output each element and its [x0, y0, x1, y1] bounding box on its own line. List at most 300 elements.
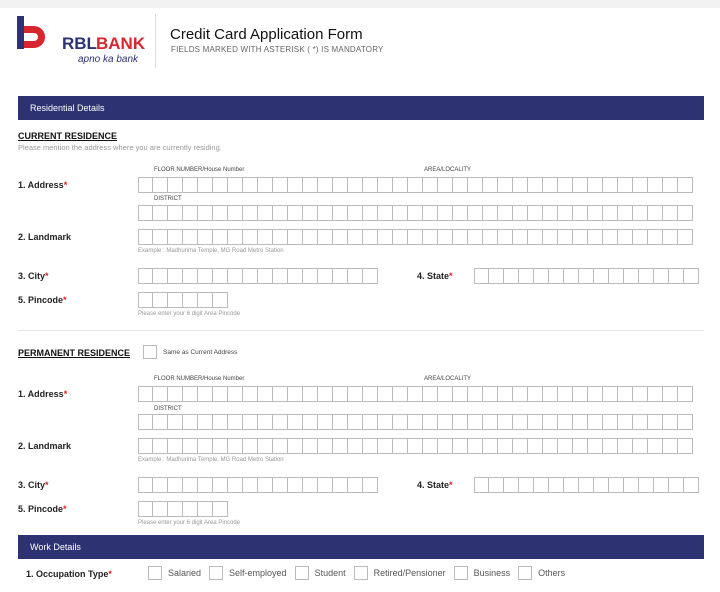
character-box[interactable] — [333, 205, 348, 221]
character-box[interactable] — [423, 386, 438, 402]
character-box[interactable] — [423, 229, 438, 245]
character-box[interactable] — [168, 501, 183, 517]
character-box[interactable] — [483, 438, 498, 454]
character-box[interactable] — [333, 438, 348, 454]
character-box[interactable] — [198, 438, 213, 454]
character-box[interactable] — [153, 229, 168, 245]
character-box[interactable] — [198, 501, 213, 517]
character-box[interactable] — [498, 205, 513, 221]
character-box[interactable] — [504, 268, 519, 284]
permanent-pincode-input[interactable] — [138, 501, 228, 517]
current-district-input[interactable] — [138, 205, 693, 221]
character-box[interactable] — [168, 268, 183, 284]
occupation-option-student[interactable] — [295, 566, 346, 580]
character-box[interactable] — [243, 438, 258, 454]
character-box[interactable] — [573, 205, 588, 221]
character-box[interactable] — [228, 477, 243, 493]
character-box[interactable] — [453, 229, 468, 245]
character-box[interactable] — [183, 386, 198, 402]
character-box[interactable] — [423, 177, 438, 193]
permanent-state-input[interactable] — [474, 477, 699, 493]
character-box[interactable] — [513, 205, 528, 221]
character-box[interactable] — [594, 268, 609, 284]
character-box[interactable] — [303, 229, 318, 245]
character-box[interactable] — [393, 438, 408, 454]
character-box[interactable] — [618, 177, 633, 193]
character-box[interactable] — [624, 477, 639, 493]
character-box[interactable] — [153, 205, 168, 221]
character-box[interactable] — [153, 438, 168, 454]
character-box[interactable] — [603, 177, 618, 193]
character-box[interactable] — [138, 501, 153, 517]
character-box[interactable] — [594, 477, 609, 493]
character-box[interactable] — [363, 414, 378, 430]
character-box[interactable] — [558, 229, 573, 245]
character-box[interactable] — [603, 205, 618, 221]
character-box[interactable] — [513, 229, 528, 245]
character-box[interactable] — [198, 386, 213, 402]
character-box[interactable] — [648, 438, 663, 454]
character-box[interactable] — [573, 229, 588, 245]
character-box[interactable] — [183, 414, 198, 430]
character-box[interactable] — [198, 477, 213, 493]
character-box[interactable] — [423, 438, 438, 454]
character-box[interactable] — [258, 205, 273, 221]
character-box[interactable] — [363, 438, 378, 454]
character-box[interactable] — [684, 477, 699, 493]
character-box[interactable] — [288, 229, 303, 245]
character-box[interactable] — [288, 177, 303, 193]
occupation-option-self-employed[interactable] — [209, 566, 287, 580]
current-state-input[interactable] — [474, 268, 699, 284]
character-box[interactable] — [633, 438, 648, 454]
occupation-option-others[interactable] — [518, 566, 565, 580]
character-box[interactable] — [213, 177, 228, 193]
character-box[interactable] — [603, 414, 618, 430]
character-box[interactable] — [258, 477, 273, 493]
character-box[interactable] — [543, 229, 558, 245]
character-box[interactable] — [408, 229, 423, 245]
occupation-option-salaried[interactable] — [148, 566, 201, 580]
character-box[interactable] — [663, 438, 678, 454]
character-box[interactable] — [318, 229, 333, 245]
character-box[interactable] — [213, 268, 228, 284]
character-box[interactable] — [453, 438, 468, 454]
character-box[interactable] — [348, 205, 363, 221]
character-box[interactable] — [198, 268, 213, 284]
character-box[interactable] — [153, 177, 168, 193]
character-box[interactable] — [468, 229, 483, 245]
current-landmark-input[interactable] — [138, 229, 693, 245]
same-as-current-checkbox[interactable] — [143, 345, 237, 359]
character-box[interactable] — [528, 229, 543, 245]
character-box[interactable] — [183, 438, 198, 454]
character-box[interactable] — [273, 414, 288, 430]
character-box[interactable] — [438, 205, 453, 221]
character-box[interactable] — [333, 229, 348, 245]
character-box[interactable] — [579, 268, 594, 284]
character-box[interactable] — [183, 205, 198, 221]
character-box[interactable] — [588, 177, 603, 193]
character-box[interactable] — [483, 414, 498, 430]
character-box[interactable] — [378, 229, 393, 245]
character-box[interactable] — [138, 477, 153, 493]
character-box[interactable] — [183, 229, 198, 245]
character-box[interactable] — [678, 438, 693, 454]
character-box[interactable] — [618, 229, 633, 245]
character-box[interactable] — [168, 205, 183, 221]
character-box[interactable] — [573, 177, 588, 193]
character-box[interactable] — [588, 438, 603, 454]
character-box[interactable] — [408, 438, 423, 454]
character-box[interactable] — [213, 501, 228, 517]
character-box[interactable] — [573, 414, 588, 430]
character-box[interactable] — [408, 205, 423, 221]
character-box[interactable] — [258, 268, 273, 284]
character-box[interactable] — [303, 477, 318, 493]
character-box[interactable] — [273, 268, 288, 284]
character-box[interactable] — [654, 268, 669, 284]
character-box[interactable] — [438, 229, 453, 245]
character-box[interactable] — [453, 386, 468, 402]
character-box[interactable] — [468, 414, 483, 430]
character-box[interactable] — [348, 177, 363, 193]
character-box[interactable] — [153, 501, 168, 517]
character-box[interactable] — [198, 229, 213, 245]
character-box[interactable] — [618, 414, 633, 430]
character-box[interactable] — [318, 205, 333, 221]
character-box[interactable] — [258, 229, 273, 245]
character-box[interactable] — [318, 477, 333, 493]
character-box[interactable] — [303, 205, 318, 221]
character-box[interactable] — [633, 414, 648, 430]
character-box[interactable] — [633, 177, 648, 193]
character-box[interactable] — [519, 268, 534, 284]
character-box[interactable] — [588, 229, 603, 245]
permanent-landmark-input[interactable] — [138, 438, 693, 454]
checkbox[interactable] — [518, 566, 532, 580]
character-box[interactable] — [564, 477, 579, 493]
character-box[interactable] — [318, 177, 333, 193]
checkbox[interactable] — [295, 566, 309, 580]
character-box[interactable] — [408, 386, 423, 402]
character-box[interactable] — [168, 386, 183, 402]
character-box[interactable] — [519, 477, 534, 493]
character-box[interactable] — [243, 414, 258, 430]
character-box[interactable] — [228, 268, 243, 284]
character-box[interactable] — [588, 386, 603, 402]
character-box[interactable] — [183, 177, 198, 193]
character-box[interactable] — [258, 438, 273, 454]
character-box[interactable] — [333, 268, 348, 284]
checkbox[interactable] — [209, 566, 223, 580]
character-box[interactable] — [153, 386, 168, 402]
character-box[interactable] — [258, 386, 273, 402]
character-box[interactable] — [213, 477, 228, 493]
character-box[interactable] — [513, 177, 528, 193]
character-box[interactable] — [669, 477, 684, 493]
character-box[interactable] — [579, 477, 594, 493]
character-box[interactable] — [168, 477, 183, 493]
character-box[interactable] — [678, 205, 693, 221]
character-box[interactable] — [348, 438, 363, 454]
character-box[interactable] — [489, 477, 504, 493]
character-box[interactable] — [564, 268, 579, 284]
character-box[interactable] — [558, 438, 573, 454]
character-box[interactable] — [213, 438, 228, 454]
character-box[interactable] — [168, 292, 183, 308]
character-box[interactable] — [363, 177, 378, 193]
character-box[interactable] — [393, 386, 408, 402]
character-box[interactable] — [603, 229, 618, 245]
character-box[interactable] — [543, 438, 558, 454]
character-box[interactable] — [183, 292, 198, 308]
current-city-input[interactable] — [138, 268, 378, 284]
character-box[interactable] — [558, 414, 573, 430]
character-box[interactable] — [198, 414, 213, 430]
character-box[interactable] — [528, 205, 543, 221]
checkbox[interactable] — [148, 566, 162, 580]
character-box[interactable] — [633, 229, 648, 245]
character-box[interactable] — [288, 477, 303, 493]
character-box[interactable] — [288, 268, 303, 284]
character-box[interactable] — [588, 414, 603, 430]
character-box[interactable] — [288, 414, 303, 430]
checkbox[interactable] — [454, 566, 468, 580]
character-box[interactable] — [573, 438, 588, 454]
character-box[interactable] — [393, 177, 408, 193]
character-box[interactable] — [669, 268, 684, 284]
character-box[interactable] — [678, 229, 693, 245]
character-box[interactable] — [363, 386, 378, 402]
character-box[interactable] — [528, 438, 543, 454]
character-box[interactable] — [228, 386, 243, 402]
character-box[interactable] — [363, 268, 378, 284]
character-box[interactable] — [228, 205, 243, 221]
character-box[interactable] — [438, 177, 453, 193]
character-box[interactable] — [639, 477, 654, 493]
character-box[interactable] — [243, 229, 258, 245]
character-box[interactable] — [243, 477, 258, 493]
character-box[interactable] — [243, 177, 258, 193]
character-box[interactable] — [213, 414, 228, 430]
character-box[interactable] — [558, 386, 573, 402]
character-box[interactable] — [618, 386, 633, 402]
character-box[interactable] — [273, 177, 288, 193]
character-box[interactable] — [663, 205, 678, 221]
character-box[interactable] — [663, 414, 678, 430]
character-box[interactable] — [678, 177, 693, 193]
character-box[interactable] — [138, 438, 153, 454]
character-box[interactable] — [648, 177, 663, 193]
character-box[interactable] — [138, 205, 153, 221]
character-box[interactable] — [549, 268, 564, 284]
character-box[interactable] — [318, 438, 333, 454]
character-box[interactable] — [453, 414, 468, 430]
character-box[interactable] — [408, 177, 423, 193]
character-box[interactable] — [648, 205, 663, 221]
character-box[interactable] — [489, 268, 504, 284]
character-box[interactable] — [618, 205, 633, 221]
character-box[interactable] — [393, 205, 408, 221]
character-box[interactable] — [423, 205, 438, 221]
occupation-option-business[interactable] — [454, 566, 511, 580]
character-box[interactable] — [483, 386, 498, 402]
character-box[interactable] — [648, 229, 663, 245]
character-box[interactable] — [678, 414, 693, 430]
character-box[interactable] — [618, 438, 633, 454]
character-box[interactable] — [363, 205, 378, 221]
character-box[interactable] — [678, 386, 693, 402]
character-box[interactable] — [534, 268, 549, 284]
permanent-city-input[interactable] — [138, 477, 378, 493]
character-box[interactable] — [603, 438, 618, 454]
character-box[interactable] — [528, 386, 543, 402]
character-box[interactable] — [138, 386, 153, 402]
character-box[interactable] — [513, 386, 528, 402]
character-box[interactable] — [558, 177, 573, 193]
character-box[interactable] — [558, 205, 573, 221]
character-box[interactable] — [378, 177, 393, 193]
current-address-line1-input[interactable] — [138, 177, 693, 193]
character-box[interactable] — [648, 414, 663, 430]
character-box[interactable] — [168, 438, 183, 454]
character-box[interactable] — [504, 477, 519, 493]
character-box[interactable] — [378, 386, 393, 402]
character-box[interactable] — [138, 414, 153, 430]
character-box[interactable] — [168, 414, 183, 430]
character-box[interactable] — [468, 177, 483, 193]
character-box[interactable] — [273, 386, 288, 402]
character-box[interactable] — [528, 414, 543, 430]
character-box[interactable] — [498, 414, 513, 430]
checkbox[interactable] — [143, 345, 157, 359]
character-box[interactable] — [348, 414, 363, 430]
character-box[interactable] — [228, 177, 243, 193]
character-box[interactable] — [498, 438, 513, 454]
character-box[interactable] — [609, 477, 624, 493]
character-box[interactable] — [654, 477, 669, 493]
character-box[interactable] — [474, 477, 489, 493]
character-box[interactable] — [243, 268, 258, 284]
character-box[interactable] — [483, 229, 498, 245]
character-box[interactable] — [663, 177, 678, 193]
character-box[interactable] — [393, 414, 408, 430]
character-box[interactable] — [348, 386, 363, 402]
character-box[interactable] — [468, 386, 483, 402]
character-box[interactable] — [138, 292, 153, 308]
character-box[interactable] — [378, 414, 393, 430]
character-box[interactable] — [528, 177, 543, 193]
character-box[interactable] — [228, 229, 243, 245]
character-box[interactable] — [213, 205, 228, 221]
character-box[interactable] — [333, 177, 348, 193]
character-box[interactable] — [288, 205, 303, 221]
character-box[interactable] — [543, 205, 558, 221]
character-box[interactable] — [663, 229, 678, 245]
character-box[interactable] — [228, 414, 243, 430]
character-box[interactable] — [183, 501, 198, 517]
character-box[interactable] — [318, 386, 333, 402]
character-box[interactable] — [453, 205, 468, 221]
character-box[interactable] — [153, 414, 168, 430]
character-box[interactable] — [273, 229, 288, 245]
character-box[interactable] — [198, 292, 213, 308]
character-box[interactable] — [168, 177, 183, 193]
character-box[interactable] — [138, 177, 153, 193]
character-box[interactable] — [288, 386, 303, 402]
character-box[interactable] — [363, 229, 378, 245]
character-box[interactable] — [453, 177, 468, 193]
character-box[interactable] — [213, 386, 228, 402]
character-box[interactable] — [498, 177, 513, 193]
character-box[interactable] — [153, 477, 168, 493]
character-box[interactable] — [243, 386, 258, 402]
character-box[interactable] — [318, 414, 333, 430]
character-box[interactable] — [549, 477, 564, 493]
character-box[interactable] — [198, 205, 213, 221]
character-box[interactable] — [303, 438, 318, 454]
character-box[interactable] — [684, 268, 699, 284]
character-box[interactable] — [153, 292, 168, 308]
character-box[interactable] — [588, 205, 603, 221]
checkbox[interactable] — [354, 566, 368, 580]
character-box[interactable] — [168, 229, 183, 245]
character-box[interactable] — [423, 414, 438, 430]
character-box[interactable] — [438, 438, 453, 454]
character-box[interactable] — [438, 414, 453, 430]
character-box[interactable] — [648, 386, 663, 402]
character-box[interactable] — [543, 177, 558, 193]
character-box[interactable] — [663, 386, 678, 402]
character-box[interactable] — [303, 177, 318, 193]
character-box[interactable] — [633, 205, 648, 221]
character-box[interactable] — [333, 477, 348, 493]
character-box[interactable] — [348, 229, 363, 245]
character-box[interactable] — [243, 205, 258, 221]
character-box[interactable] — [483, 205, 498, 221]
character-box[interactable] — [378, 205, 393, 221]
character-box[interactable] — [534, 477, 549, 493]
character-box[interactable] — [378, 438, 393, 454]
character-box[interactable] — [183, 268, 198, 284]
character-box[interactable] — [213, 292, 228, 308]
permanent-district-input[interactable] — [138, 414, 693, 430]
character-box[interactable] — [348, 268, 363, 284]
character-box[interactable] — [609, 268, 624, 284]
character-box[interactable] — [258, 177, 273, 193]
character-box[interactable] — [228, 438, 243, 454]
character-box[interactable] — [363, 477, 378, 493]
character-box[interactable] — [213, 229, 228, 245]
character-box[interactable] — [273, 477, 288, 493]
character-box[interactable] — [318, 268, 333, 284]
character-box[interactable] — [408, 414, 423, 430]
character-box[interactable] — [498, 386, 513, 402]
character-box[interactable] — [273, 205, 288, 221]
character-box[interactable] — [543, 414, 558, 430]
character-box[interactable] — [138, 229, 153, 245]
character-box[interactable] — [633, 386, 648, 402]
character-box[interactable] — [198, 177, 213, 193]
character-box[interactable] — [333, 414, 348, 430]
character-box[interactable] — [468, 438, 483, 454]
character-box[interactable] — [288, 438, 303, 454]
character-box[interactable] — [573, 386, 588, 402]
character-box[interactable] — [258, 414, 273, 430]
character-box[interactable] — [513, 414, 528, 430]
character-box[interactable] — [474, 268, 489, 284]
